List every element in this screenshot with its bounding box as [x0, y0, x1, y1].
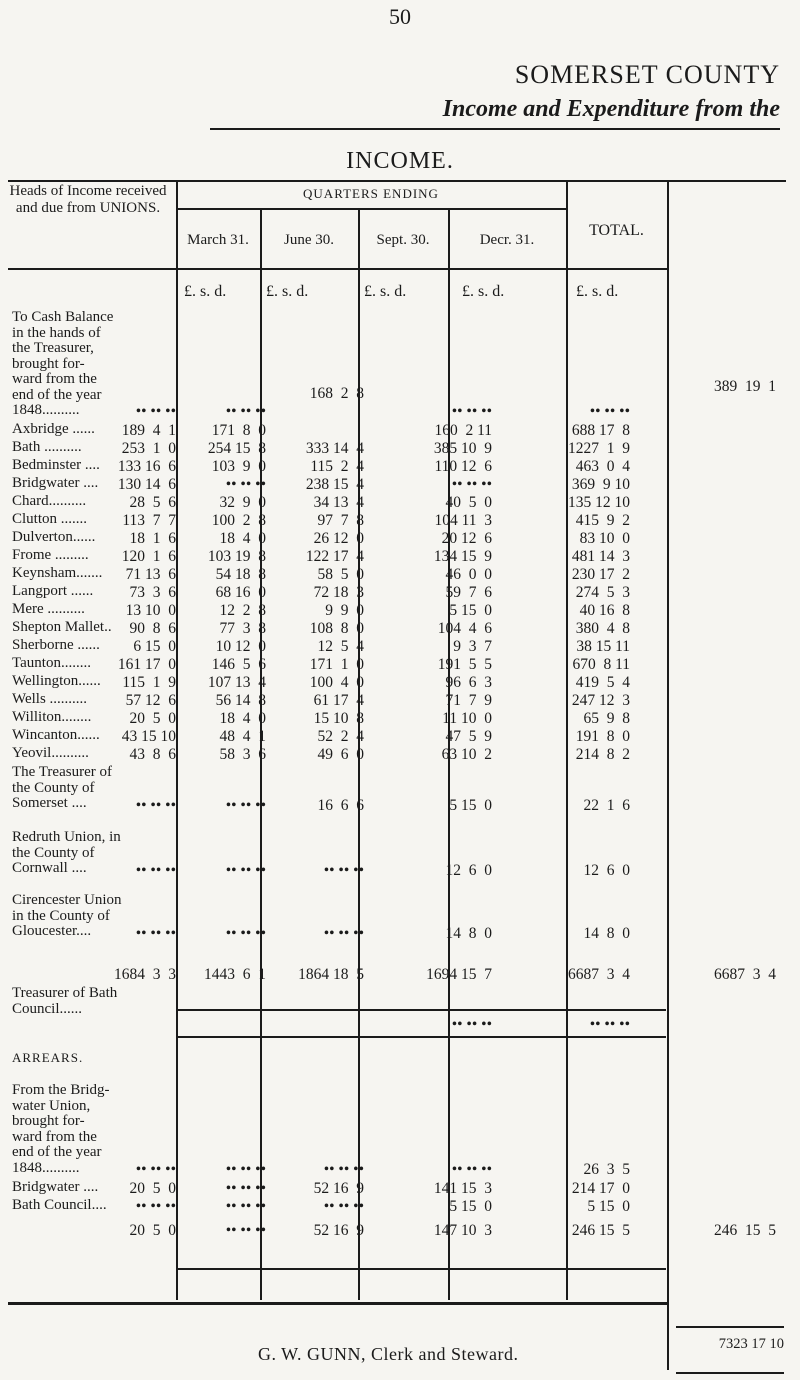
row-value: 59 7 6 [445, 584, 492, 601]
quarters-rule [176, 208, 566, 210]
row-value: 34 13 4 [313, 494, 364, 511]
arrears-row-label: Bridgwater .... [12, 1179, 99, 1195]
row-value: 380 4 8 [575, 620, 630, 637]
outer-total: 389 19 1 [714, 378, 776, 395]
row-label: Bridgwater .... [12, 475, 99, 491]
row-value: 171 8 0 [211, 422, 266, 439]
heads-header: Heads of Income received and due from UNIONS. [9, 183, 167, 216]
row-value: 333 14 4 [305, 440, 364, 457]
row-value: 100 2 8 [211, 512, 266, 529]
subtotal-value: 52 16 9 [313, 1222, 364, 1239]
subtotal-value: 246 15 5 [571, 1222, 630, 1239]
row-label: Wells .......... [12, 691, 88, 707]
row-value: 214 8 2 [575, 746, 630, 763]
row-value: •• •• •• [323, 862, 364, 879]
row-value: 104 11 3 [434, 512, 492, 529]
row-value: 77 3 8 [219, 620, 266, 637]
units-label: £. s. d. [184, 283, 227, 300]
row-value: •• •• •• [451, 476, 492, 493]
row-value: •• •• •• [451, 403, 492, 420]
subtotal-value: 1694 15 7 [426, 966, 492, 983]
row-label: Redruth Union, in the County of Cornwall .... [12, 829, 121, 876]
row-label: Langport ...... [12, 583, 94, 599]
row-value: 1227 1 9 [568, 440, 630, 457]
row-value: 385 10 9 [433, 440, 492, 457]
arrears-row-value: •• •• •• [451, 1161, 492, 1178]
row-value: 47 5 9 [445, 728, 492, 745]
row-value: •• •• •• [323, 925, 364, 942]
quarters-header: QUARTERS ENDING [303, 186, 439, 201]
arrears-row-value: 26 3 5 [583, 1161, 630, 1178]
row-value: 100 4 0 [309, 674, 364, 691]
row-value: 22 1 6 [583, 797, 630, 814]
row-value: 15 10 8 [313, 710, 364, 727]
page-subtitle: Income and Expenditure from the [442, 96, 780, 122]
row-value: 122 17 4 [305, 548, 364, 565]
row-value: •• •• •• [589, 1016, 630, 1033]
row-value: 40 5 0 [445, 494, 492, 511]
row-value: 238 15 4 [305, 476, 364, 493]
row-value: 43 15 10 [121, 728, 176, 745]
arrears-row-value: •• •• •• [323, 1198, 364, 1215]
row-value: 61 17 4 [313, 692, 364, 709]
row-value: 688 17 8 [571, 422, 630, 439]
row-label: Sherborne ...... [12, 637, 100, 653]
row-value: •• •• •• [225, 403, 266, 420]
row-value: 253 1 0 [121, 440, 176, 457]
subtotal-value: 20 5 0 [129, 1222, 176, 1239]
arrears-row-value: •• •• •• [225, 1180, 266, 1197]
subtotal-value: 1864 18 5 [298, 966, 364, 983]
row-value: 463 0 4 [575, 458, 630, 475]
row-value: 5 15 0 [449, 797, 492, 814]
table-top-rule [8, 180, 786, 182]
row-value: 115 1 9 [122, 674, 176, 691]
row-label: Cirencester Union in the County of Gloucester.... [12, 892, 122, 939]
row-value: 5 15 0 [449, 602, 492, 619]
section-heading: INCOME. [346, 148, 454, 174]
row-value: 43 8 6 [129, 746, 176, 763]
row-label: Dulverton...... [12, 529, 96, 545]
row-value: 230 17 2 [571, 566, 630, 583]
row-value: •• •• •• [135, 925, 176, 942]
row-value: 90 8 6 [129, 620, 176, 637]
row-value: 26 12 0 [313, 530, 364, 547]
decr-header: Decr. 31. [479, 232, 535, 248]
march-header: March 31. [187, 232, 249, 248]
header-bottom-rule [8, 268, 668, 270]
row-value: 369 9 10 [571, 476, 630, 493]
row-value: 16 6 6 [317, 797, 364, 814]
row-value: 247 12 3 [571, 692, 630, 709]
row-value: 191 5 5 [437, 656, 492, 673]
row-value: 9 3 7 [453, 638, 492, 655]
column-divider [667, 180, 669, 1370]
row-value: 670 8 11 [572, 656, 630, 673]
arrears-row-value: •• •• •• [323, 1161, 364, 1178]
row-value: 168 2 8 [309, 385, 364, 402]
row-value: 419 5 4 [575, 674, 630, 691]
row-value: 20 5 0 [129, 710, 176, 727]
row-label: Frome ......... [12, 547, 89, 563]
arrears-row-value: 214 17 0 [571, 1180, 630, 1197]
row-value: 46 0 0 [445, 566, 492, 583]
subtotal-rule [176, 1009, 666, 1011]
row-value: 135 12 10 [568, 494, 630, 511]
column-divider [566, 180, 568, 1300]
total-header: TOTAL. [589, 222, 644, 239]
outer-total: 6687 3 4 [714, 966, 776, 983]
row-value: 58 3 6 [219, 746, 266, 763]
row-label: Chard.......... [12, 493, 87, 509]
row-value: 72 18 3 [313, 584, 364, 601]
row-value: 12 5 4 [317, 638, 364, 655]
grand-total: 7323 17 10 [718, 1336, 784, 1352]
row-value: 415 9 2 [575, 512, 630, 529]
row-label: Clutton ....... [12, 511, 88, 527]
row-value: 103 19 8 [207, 548, 266, 565]
row-value: 58 5 0 [317, 566, 364, 583]
outer-total: 246 15 5 [714, 1222, 776, 1239]
row-value: 120 1 6 [121, 548, 176, 565]
arrears-row-value: •• •• •• [135, 1198, 176, 1215]
row-value: 18 1 6 [129, 530, 176, 547]
row-label: Shepton Mallet.. [12, 619, 112, 635]
subtotal-value: 1443 6 1 [204, 966, 266, 983]
row-value: 96 6 3 [445, 674, 492, 691]
row-value: 274 5 3 [575, 584, 630, 601]
title-rule [210, 128, 780, 130]
row-label: Taunton........ [12, 655, 91, 671]
arrears-row-value: 5 15 0 [449, 1198, 492, 1215]
footer-signature: G. W. GUNN, Clerk and Steward. [258, 1344, 519, 1364]
row-value: 73 3 6 [129, 584, 176, 601]
row-label: Mere .......... [12, 601, 85, 617]
arrears-row-value: •• •• •• [225, 1161, 266, 1178]
june-header: June 30. [284, 232, 334, 248]
row-value: 38 15 11 [576, 638, 630, 655]
row-value: 12 6 0 [583, 862, 630, 879]
row-value: 115 2 4 [310, 458, 364, 475]
row-value: 146 5 6 [211, 656, 266, 673]
row-label: Keynsham....... [12, 565, 103, 581]
row-value: 107 13 4 [207, 674, 266, 691]
row-value: 160 2 11 [434, 422, 492, 439]
row-value: •• •• •• [225, 862, 266, 879]
sept-header: Sept. 30. [376, 232, 430, 248]
row-value: 13 10 0 [125, 602, 176, 619]
row-value: 40 16 8 [579, 602, 630, 619]
arrears-row-value: 141 15 3 [433, 1180, 492, 1197]
row-value: 83 10 0 [579, 530, 630, 547]
row-label: Bedminster .... [12, 457, 100, 473]
row-value: •• •• •• [135, 403, 176, 420]
row-value: 113 7 7 [122, 512, 176, 529]
subtotal-value: •• •• •• [225, 1222, 266, 1239]
units-label: £. s. d. [462, 283, 505, 300]
table-bottom-rule [8, 1302, 668, 1305]
units-label: £. s. d. [266, 283, 309, 300]
row-value: 10 12 0 [215, 638, 266, 655]
row-value: 108 8 0 [309, 620, 364, 637]
subtotal-value: 6687 3 4 [568, 966, 630, 983]
row-label: Bath .......... [12, 439, 82, 455]
row-value: 104 4 6 [437, 620, 492, 637]
row-value: 133 16 6 [117, 458, 176, 475]
page-number: 50 [389, 4, 411, 29]
row-label: Williton........ [12, 709, 92, 725]
grand-total-rule [676, 1372, 784, 1374]
row-value: 14 8 0 [583, 925, 630, 942]
row-value: 9 9 0 [325, 602, 364, 619]
row-value: 191 8 0 [575, 728, 630, 745]
row-value: 28 5 6 [129, 494, 176, 511]
row-value: 18 4 0 [219, 710, 266, 727]
subtotal-rule [176, 1268, 666, 1270]
row-value: 71 13 6 [125, 566, 176, 583]
units-label: £. s. d. [576, 283, 619, 300]
row-value: •• •• •• [135, 862, 176, 879]
row-value: •• •• •• [451, 1016, 492, 1033]
column-divider [176, 180, 178, 1300]
row-value: •• •• •• [225, 476, 266, 493]
row-value: 12 6 0 [445, 862, 492, 879]
arrears-row-label: Bath Council.... [12, 1197, 107, 1213]
arrears-row-value: •• •• •• [225, 1198, 266, 1215]
row-value: •• •• •• [135, 797, 176, 814]
row-value: 63 10 2 [441, 746, 492, 763]
row-value: 68 16 0 [215, 584, 266, 601]
row-value: 65 9 8 [583, 710, 630, 727]
row-value: 97 7 8 [317, 512, 364, 529]
row-label: Yeovil.......... [12, 745, 89, 761]
row-value: 12 2 8 [219, 602, 266, 619]
row-value: 18 4 0 [219, 530, 266, 547]
units-label: £. s. d. [364, 283, 407, 300]
row-label: Axbridge ...... [12, 421, 95, 437]
row-label: Treasurer of Bath Council...... [12, 985, 118, 1017]
row-value: •• •• •• [589, 403, 630, 420]
row-value: 48 4 1 [219, 728, 266, 745]
row-value: 171 1 0 [309, 656, 364, 673]
row-value: 14 8 0 [445, 925, 492, 942]
row-value: 11 10 0 [442, 710, 492, 727]
row-value: 161 17 0 [117, 656, 176, 673]
row-value: 57 12 6 [125, 692, 176, 709]
row-value: 52 2 4 [317, 728, 364, 745]
page-title: SOMERSET COUNTY [514, 60, 780, 89]
row-value: 20 12 6 [441, 530, 492, 547]
arrears-row-value: •• •• •• [135, 1161, 176, 1178]
arrears-row-value: 52 16 9 [313, 1180, 364, 1197]
subtotal-value: 1684 3 3 [114, 966, 176, 983]
row-value: 54 18 8 [215, 566, 266, 583]
arrears-heading: ARREARS. [12, 1050, 84, 1065]
row-value: 49 6 0 [317, 746, 364, 763]
row-value: 481 14 3 [571, 548, 630, 565]
subtotal-value: 147 10 3 [433, 1222, 492, 1239]
row-value: •• •• •• [225, 797, 266, 814]
subtotal-rule [176, 1036, 666, 1038]
arrears-row-value: 5 15 0 [587, 1198, 630, 1215]
row-value: 56 14 8 [215, 692, 266, 709]
row-label: Wellington...... [12, 673, 101, 689]
row-value: 110 12 6 [434, 458, 492, 475]
row-value: 103 9 0 [211, 458, 266, 475]
row-value: 71 7 9 [445, 692, 492, 709]
row-value: 134 15 9 [433, 548, 492, 565]
row-label: Wincanton...... [12, 727, 100, 743]
row-value: 189 4 1 [121, 422, 176, 439]
row-value: •• •• •• [225, 925, 266, 942]
row-label: To Cash Balance in the hands of the Treasurer, brought for- ward from the end of the year 1848.......... [12, 309, 114, 418]
row-value: 32 9 0 [219, 494, 266, 511]
row-value: 130 14 6 [117, 476, 176, 493]
row-value: 254 15 8 [207, 440, 266, 457]
arrears-row-label: From the Bridg- water Union, brought for- ward from the end of the year 1848.......... [12, 1082, 110, 1176]
row-value: 6 15 0 [133, 638, 176, 655]
grand-total-rule [676, 1326, 784, 1328]
arrears-row-value: 20 5 0 [129, 1180, 176, 1197]
row-label: The Treasurer of the County of Somerset .... [12, 764, 112, 811]
